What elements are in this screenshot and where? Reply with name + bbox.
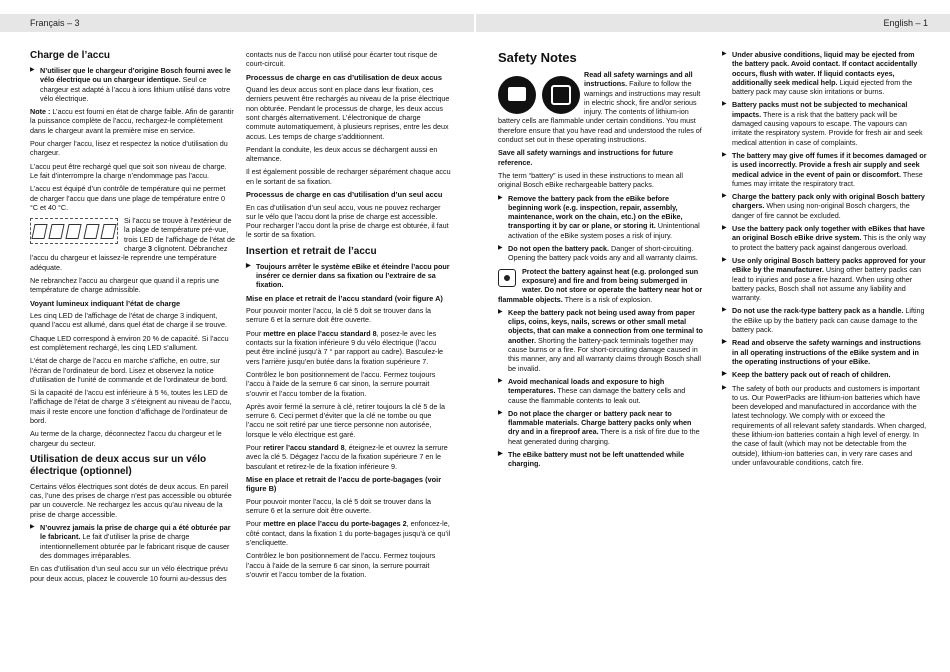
section-heading: Insertion et retrait de l’accu <box>246 245 377 257</box>
paragraph: L’accu est équipé d’un contrôle de température qui ne permet de charger l’accu que dans une plage de température entre 0 °C et 40 °C. <box>30 184 226 212</box>
paragraph: Les cinq LED de l’affichage de l’état de charge 3 indiquent, quand l’accu est allumé, dans quel état de charge il se trouve. <box>30 311 227 330</box>
charge-indicator-icon <box>30 218 118 244</box>
paragraph: Après avoir fermé la serrure à clé, retirer toujours la clé 5 de la serrure 6. Ceci permet d’éviter que la clé ne tombe ou que l’accu ne soit retiré par une tierce personne non autorisée, lorsque le vélo électrique est garé. <box>246 401 445 439</box>
page-header: Français – 3 <box>0 14 474 32</box>
bullet-item: ▶ Do not place the charger or battery pack near to flammable materials. Charge battery packs only when dry and in a fireproof area. There is a risk of fire due to the heat generated during charging. <box>498 409 703 446</box>
heat-warning-icon <box>498 269 516 287</box>
paragraph: Si l’accu se trouve à l’extérieur de la plage de température pré-vue, trois LED de l’affichage de l’état de charge 3 clignotent. Débranchez l’accu du chargeur et laissez-le reprendre une température adéquate. <box>30 216 235 272</box>
bullet-item: ▶ Use only original Bosch battery packs approved for your eBike by the manufacturer. Using other battery packs can lead to injuries and pose a fire hazard. When using other battery packs, Bosch shall not assume any liability and warranty. <box>722 256 927 302</box>
manual-book-icon <box>542 76 580 114</box>
bullet-item: ▶ The battery may give off fumes if it becomes damaged or is used incorrectly. Provide a fresh air supply and seek medical advice in the event of pain or discomfort. These fumes may irritate the respiratory tract. <box>722 151 927 188</box>
paragraph: Save all safety warnings and instructions for future reference. <box>498 148 673 167</box>
paragraph: En cas d’utilisation d’un seul accu sur un vélo électrique prévu pour deux accus, placez le couvercle 10 fourni au-dessus des <box>30 564 228 583</box>
paragraph: Pour mettre en place l’accu du porte-bagages 2, enfoncez-le, côté contact, dans la fixation 1 du porte-bagages jusqu’à ce qu’il s’encliquette. <box>246 519 451 548</box>
subheading: Processus de charge en cas d’utilisation d’un seul accu <box>246 190 443 200</box>
bullet-item: ▶ Avoid mechanical loads and exposure to high temperatures. These can damage the battery cells and cause the flammable contents to leak out. <box>498 377 703 405</box>
paragraph: Pour charger l’accu, lisez et respectez la notice d’utilisation du chargeur. <box>30 139 228 158</box>
bullet-item: ▶ Remove the battery pack from the eBike before beginning work (e.g. inspection, repair, assembly, maintenance, work on the chain, etc.) on the eBike, transporting it by car or plane, or storing it. Unintentional activation of the eBike system poses a risk of injury. <box>498 194 703 240</box>
bullet-item: ▶ Keep the battery pack not being used away from paper clips, coins, keys, nails, screws or other small metal objects, that can make a connection from one terminal to another. Shorting the battery-pack terminals together may cause burns or a fire. For short-circuiting damage caused in this manner, any and all warranty claims through Bosch shall be invalid. <box>498 308 703 373</box>
bullet-item: ▶ Toujours arrêter le système eBike et éteindre l’accu pour insérer ce dernier dans sa fixation ou l’extraire de sa fixation. <box>246 262 451 290</box>
paragraph: The term “battery” is used in these instructions to mean all original Bosch eBike rechargeable battery packs. <box>498 170 683 190</box>
page-french <box>0 0 474 672</box>
paragraph: Note : L’accu est fourni en état de charge faible. Afin de garantir la puissance complète de l’accu, rechargez-le complètement dans le chargeur avant la première mise en service. <box>30 107 234 135</box>
bullet-item: ▶ The eBike battery must not be left unattended while charging. <box>498 450 703 469</box>
bullet-item: ▶ Do not open the battery pack. Danger of short-circuiting. Opening the battery pack voids any and all warranty claims. <box>498 244 703 263</box>
paragraph: Il est également possible de recharger séparément chaque accu en le sortant de sa fixation. <box>246 167 451 186</box>
column-right-1 <box>498 50 703 473</box>
paragraph: Chaque LED correspond à environ 20 % de capacité. Si l’accu est complètement rechargé, les cinq LED s’allument. <box>30 333 229 352</box>
paragraph: Contrôlez le bon positionnement de l’accu. Fermez toujours l’accu à l’aide de la serrure 6 car sinon, la serrure pourrait s’ouvrir et l’accu tomber de la fixation. <box>246 551 436 579</box>
page-title: Safety Notes <box>498 50 577 65</box>
bullet-item: ▶ Battery packs must not be subjected to mechanical impacts. There is a risk that the battery pack will be damaged causing vapours to escape. The vapours can irritate the respiratory system. Provide for fresh air and seek medical attention in case of complaints. <box>722 100 927 146</box>
bullet-item: ▶ Charge the battery pack only with original Bosch battery chargers. When using non-original Bosch chargers, the danger of fire cannot be excluded. <box>722 192 927 220</box>
subheading: Mise en place et retrait de l’accu standard (voir figure A) <box>246 293 443 303</box>
paragraph: En cas d’utilisation d’un seul accu, vous ne pouvez recharger sur le vélo que l’accu dont la prise de charge est accessible. Pour recharger l’accu dont la prise de charge est obturée, il faut le sortir de sa fixation. <box>246 202 449 240</box>
bullet-item: ▶ Read and observe the safety warnings and instructions in all operating instructions of the eBike system and in the operating instructions of your eBike. <box>722 338 927 366</box>
paragraph: Pour mettre en place l’accu standard 8, posez-le avec les contacts sur la fixation inférieure 9 du vélo électrique (l’accu peut être incliné jusqu’à 7 ° par rapport au cadre). Basculez-le vers l’arrière jusqu’en butée dans la fixation supérieure 7. <box>246 328 444 366</box>
paragraph: Au terme de la charge, déconnectez l’accu du chargeur et le chargeur du secteur. <box>30 429 222 448</box>
paragraph: L’état de charge de l’accu en marche s’affiche, en outre, sur l’écran de l’ordinateur de bord. Lisez et observez la notice d’utilisation de l’unité de commande et de l’ordinateur de bord. <box>30 356 228 384</box>
bullet-item: ▶ Under abusive conditions, liquid may be ejected from the battery pack. Avoid contact. If contact accidentally occurs, flush with water. If liquid contacts eyes, additionally seek medical help. Liquid ejected from the battery pack may cause skin irritations or burns. <box>722 50 927 96</box>
page-header: English – 1 <box>476 14 950 32</box>
paragraph: Protect the battery against heat (e.g. prolonged sun exposure) and fire and from being submerged in water. Do not store or operate the battery near hot or flammable objects. There is a risk of explosion. <box>498 266 703 304</box>
section-heading: Utilisation de deux accus sur un vélo électrique (optionnel) <box>30 453 207 477</box>
subheading: Mise en place et retrait de l’accu de porte-bagages (voir figure B) <box>246 474 442 494</box>
bullet-item: ▶ The safety of both our products and customers is important to us. Our PowerPacks are lithium-ion batteries which have been developed and manufactured in accordance with the latest technology. We comply with or exceed the requirements of all relevant safety standards. When charged, these lithium-ion batteries contain a high level of energy. In the case of fault (which may not be detectable from the outside), lithium-ion batteries can, in very rare cases and under unfavourable conditions, catch fire. <box>722 384 927 468</box>
paragraph: Certains vélos électriques sont dotés de deux accus. En pareil cas, l’une des prises de charge n’est pas accessible ou obturée par un couvercle. Ne rechargez les accus qu’au niveau de la prise de charge accessible. <box>30 481 232 519</box>
paragraph: Pour pouvoir monter l’accu, la clé 5 doit se trouver dans la serrure 6 et la serrure doit être ouverte. <box>246 306 431 325</box>
paragraph: Quand les deux accus sont en place dans leur fixation, ces derniers peuvent être rechargés au niveau de la prise électrique non obturée. Pendant le processus de charge, les deux accus sont chargés alternativement. L’électronique de charge commute automatiquement, à plusieurs reprises, entre les deux accus. Les temps de charge s’additionnent. <box>246 85 450 141</box>
paragraph: Ne rebranchez l’accu au chargeur que quand il a repris une température de charge admissible. <box>30 275 219 295</box>
section-heading: Charge de l’accu <box>30 50 111 61</box>
column-left-2 <box>246 50 451 583</box>
paragraph: Read all safety warnings and all instructions. Failure to follow the warnings and instructions may result in electric shock, fire and/or serious injury. The contents of lithium-ion battery cells are flammable under certain conditions. You must therefore ensure that you have read and understood the rules of conduct set out in these operating instructions. <box>498 70 702 145</box>
paragraph: Si la capacité de l’accu est inférieure à 5 %, toutes les LED de l’affichage de l’état de charge 3 s’éteignent au niveau de l’accu, mais il reste encore une fonction d’affichage de l’ordinateur de bord. <box>30 388 232 425</box>
bullet-item: ▶ N’ouvrez jamais la prise de charge qui a été obturée par le fabricant. Le fait d’utiliser la prise de charge intentionnellement obturée par le fabricant risque de causer des dommages irréparables. <box>30 523 235 560</box>
read-manual-icon <box>498 76 536 114</box>
paragraph: Contrôlez le bon positionnement de l’accu. Fermez toujours l’accu à l’aide de la serrure 6 car sinon, la serrure pourrait s’ouvrir et l’accu tomber de la fixation. <box>246 369 436 398</box>
column-left-1 <box>30 50 235 587</box>
bullet-item: ▶ N’utiliser que le chargeur d’origine Bosch fourni avec le vélo électrique ou un chargeur identique. Seul ce chargeur est adapté à l’accu à ions lithium utilisé dans votre vélo électrique. <box>30 66 235 103</box>
paragraph: Pour pouvoir monter l’accu, la clé 5 doit se trouver dans la serrure 6 et la serrure doit être ouverte. <box>246 496 431 516</box>
paragraph: L’accu peut être rechargé quel que soit son niveau de charge. Le fait d’interrompre la charge n’endommage pas l’accu. <box>30 161 227 180</box>
bullet-item: ▶ Use the battery pack only together with eBikes that have an original Bosch eBike drive system. This is the only way to protect the battery pack against dangerous overload. <box>722 224 927 252</box>
bullet-item: ▶ Do not use the rack-type battery pack as a handle. Lifting the eBike up by the battery pack can cause damage to the battery pack. <box>722 306 927 334</box>
subheading: Voyant lumineux indiquant l’état de charge <box>30 298 181 308</box>
paragraph: Pour retirer l’accu standard 8, éteignez-le et ouvrez la serrure avec la clé 5. Dégagez l’accu de la fixation supérieure 7 en le basculant et retirez-le de la fixation inférieure 9. <box>246 443 448 471</box>
column-right-2 <box>722 50 927 471</box>
paragraph: Pendant la conduite, les deux accus se déchargent aussi en alternance. <box>246 144 438 164</box>
subheading: Processus de charge en cas d’utilisation de deux accus <box>246 72 442 82</box>
page-english <box>476 0 950 672</box>
bullet-item: ▶ Keep the battery pack out of reach of children. <box>722 370 927 379</box>
paragraph: contacts nus de l’accu non utilisé pour écarter tout risque de court-circuit. <box>246 50 438 69</box>
